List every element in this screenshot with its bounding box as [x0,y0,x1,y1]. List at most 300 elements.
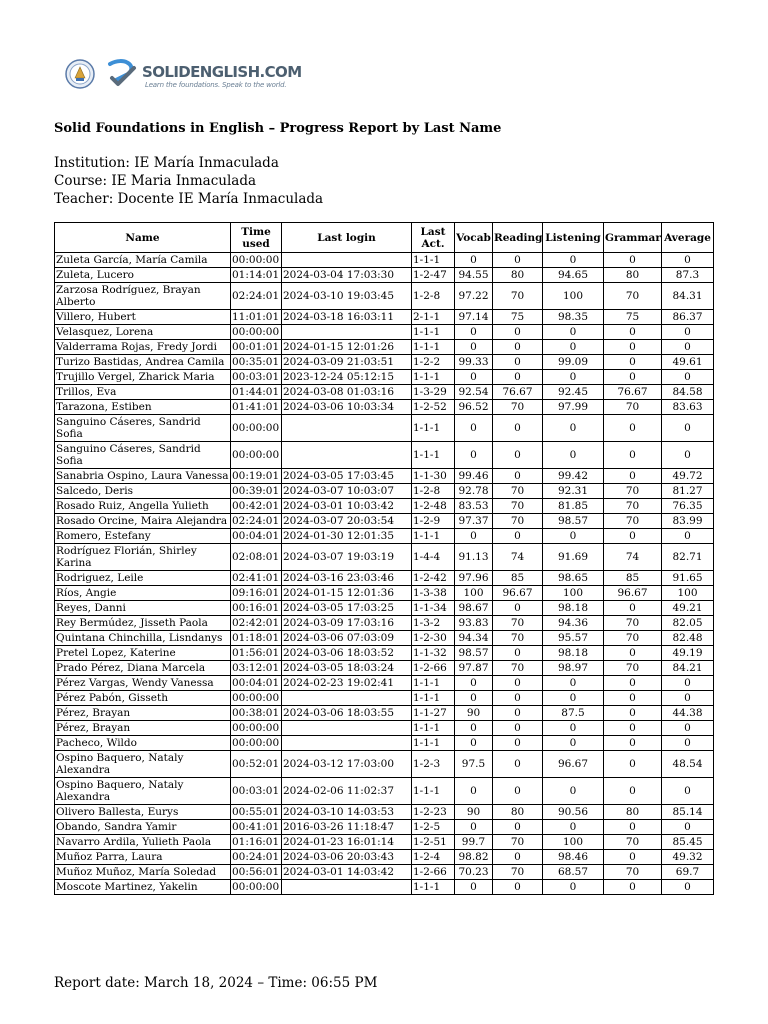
vocab-score-cell: 83.53 [455,499,493,514]
student-name-cell: Ospino Baquero, Nataly Alexandra [55,778,231,805]
average-score-cell: 0 [662,721,714,736]
listening-score-cell: 0 [543,736,604,751]
report-date: Report date: March 18, 2024 – Time: 06:55 PM [54,975,378,991]
student-name-cell: Rodríguez Florián, Shirley Karina [55,544,231,571]
listening-score-cell: 0 [543,880,604,895]
header-vocab: Vocab [455,223,493,253]
student-name-cell: Pacheco, Wildo [55,736,231,751]
vocab-score-cell: 0 [455,325,493,340]
last-login-cell: 2024-03-07 19:03:19 [282,544,412,571]
grammar-score-cell: 0 [604,736,662,751]
vocab-score-cell: 97.37 [455,514,493,529]
grammar-score-cell: 96.67 [604,586,662,601]
vocab-score-cell: 97.22 [455,283,493,310]
last-act-cell: 1-1-1 [412,721,455,736]
grammar-score-cell: 75 [604,310,662,325]
last-login-cell: 2024-03-05 17:03:25 [282,601,412,616]
table-row [55,778,714,805]
time-used-cell: 00:04:01 [231,676,282,691]
table-row [55,544,714,571]
last-act-cell: 1-3-38 [412,586,455,601]
time-used-cell: 00:52:01 [231,751,282,778]
last-act-cell: 1-3-2 [412,616,455,631]
time-used-cell: 01:56:01 [231,646,282,661]
reading-score-cell: 70 [493,631,543,646]
average-score-cell: 83.99 [662,514,714,529]
grammar-score-cell: 0 [604,721,662,736]
table-row [55,268,714,283]
average-score-cell: 0 [662,340,714,355]
vocab-score-cell: 70.23 [455,865,493,880]
time-used-cell: 02:08:01 [231,544,282,571]
vocab-score-cell: 0 [455,676,493,691]
reading-score-cell: 70 [493,499,543,514]
vocab-score-cell: 0 [455,253,493,268]
student-name-cell: Ospino Baquero, Nataly Alexandra [55,751,231,778]
table-row [55,880,714,895]
last-act-cell: 1-3-29 [412,385,455,400]
table-row [55,442,714,469]
vocab-score-cell: 94.55 [455,268,493,283]
average-score-cell: 0 [662,880,714,895]
average-score-cell: 48.54 [662,751,714,778]
last-login-cell: 2024-03-06 18:03:55 [282,706,412,721]
header-listening: Listening [543,223,604,253]
listening-score-cell: 0 [543,340,604,355]
time-used-cell: 00:00:00 [231,442,282,469]
grammar-score-cell: 0 [604,778,662,805]
average-score-cell: 83.63 [662,400,714,415]
last-act-cell: 1-1-1 [412,880,455,895]
time-used-cell: 00:03:01 [231,778,282,805]
average-score-cell: 82.48 [662,631,714,646]
time-used-cell: 01:16:01 [231,835,282,850]
reading-score-cell: 0 [493,880,543,895]
last-login-cell: 2024-02-06 11:02:37 [282,778,412,805]
student-name-cell: Muñoz Parra, Laura [55,850,231,865]
reading-score-cell: 70 [493,400,543,415]
grammar-score-cell: 0 [604,676,662,691]
average-score-cell: 100 [662,586,714,601]
average-score-cell: 0 [662,325,714,340]
table-row [55,499,714,514]
time-used-cell: 01:44:01 [231,385,282,400]
last-act-cell: 1-1-1 [412,325,455,340]
last-login-cell: 2024-01-15 12:01:26 [282,340,412,355]
institution-seal-icon [64,56,96,92]
reading-score-cell: 70 [493,835,543,850]
time-used-cell: 00:00:00 [231,325,282,340]
grammar-score-cell: 70 [604,661,662,676]
listening-score-cell: 92.45 [543,385,604,400]
average-score-cell: 0 [662,736,714,751]
last-act-cell: 1-1-1 [412,778,455,805]
average-score-cell: 0 [662,370,714,385]
last-login-cell: 2024-03-09 17:03:16 [282,616,412,631]
average-score-cell: 0 [662,529,714,544]
reading-score-cell: 96.67 [493,586,543,601]
header-reading: Reading [493,223,543,253]
average-score-cell: 84.21 [662,661,714,676]
last-login-cell: 2024-03-07 10:03:07 [282,484,412,499]
last-login-cell: 2024-03-12 17:03:00 [282,751,412,778]
listening-score-cell: 98.18 [543,646,604,661]
grammar-score-cell: 0 [604,253,662,268]
last-act-cell: 1-2-48 [412,499,455,514]
student-name-cell: Navarro Ardila, Yulieth Paola [55,835,231,850]
vocab-score-cell: 0 [455,820,493,835]
grammar-score-cell: 70 [604,631,662,646]
listening-score-cell: 98.97 [543,661,604,676]
listening-score-cell: 96.67 [543,751,604,778]
time-used-cell: 00:00:00 [231,736,282,751]
vocab-score-cell: 92.78 [455,484,493,499]
last-act-cell: 1-1-30 [412,469,455,484]
table-row [55,691,714,706]
vocab-score-cell: 94.34 [455,631,493,646]
time-used-cell: 00:24:01 [231,850,282,865]
student-name-cell: Pretel Lopez, Katerine [55,646,231,661]
report-meta [54,154,323,208]
table-row [55,631,714,646]
header-last-login: Last login [282,223,412,253]
listening-score-cell: 90.56 [543,805,604,820]
last-login-cell: 2016-03-26 11:18:47 [282,820,412,835]
reading-score-cell: 0 [493,601,543,616]
time-used-cell: 02:41:01 [231,571,282,586]
student-name-cell: Valderrama Rojas, Fredy Jordi [55,340,231,355]
time-used-cell: 09:16:01 [231,586,282,601]
student-name-cell: Salcedo, Deris [55,484,231,499]
average-score-cell: 0 [662,691,714,706]
student-name-cell: Turizo Bastidas, Andrea Camila [55,355,231,370]
average-score-cell: 0 [662,676,714,691]
time-used-cell: 03:12:01 [231,661,282,676]
last-act-cell: 1-4-4 [412,544,455,571]
reading-score-cell: 70 [493,283,543,310]
table-row [55,355,714,370]
reading-score-cell: 0 [493,691,543,706]
last-act-cell: 1-1-1 [412,253,455,268]
grammar-score-cell: 80 [604,805,662,820]
vocab-score-cell: 96.52 [455,400,493,415]
average-score-cell: 91.65 [662,571,714,586]
table-row [55,310,714,325]
student-name-cell: Olivero Ballesta, Eurys [55,805,231,820]
time-used-cell: 01:18:01 [231,631,282,646]
header-last-act: Last Act. [412,223,455,253]
reading-score-cell: 0 [493,415,543,442]
table-row [55,835,714,850]
last-login-cell: 2024-03-06 07:03:09 [282,631,412,646]
last-act-cell: 1-2-4 [412,850,455,865]
table-row [55,571,714,586]
time-used-cell: 02:42:01 [231,616,282,631]
average-score-cell: 81.27 [662,484,714,499]
logo-brand-name: SOLIDENGLISH.COM [142,63,302,81]
grammar-score-cell: 0 [604,646,662,661]
last-login-cell: 2024-01-30 12:01:35 [282,529,412,544]
vocab-score-cell: 97.96 [455,571,493,586]
reading-score-cell: 70 [493,514,543,529]
table-row [55,586,714,601]
time-used-cell: 00:00:00 [231,415,282,442]
student-name-cell: Reyes, Danni [55,601,231,616]
table-body [55,253,714,895]
teacher-line: Teacher: Docente IE María Inmaculada [54,191,324,207]
last-act-cell: 1-2-3 [412,751,455,778]
time-used-cell: 00:55:01 [231,805,282,820]
reading-score-cell: 75 [493,310,543,325]
vocab-score-cell: 92.54 [455,385,493,400]
table-row [55,601,714,616]
reading-score-cell: 0 [493,253,543,268]
listening-score-cell: 0 [543,253,604,268]
student-name-cell: Velasquez, Lorena [55,325,231,340]
last-act-cell: 1-2-52 [412,400,455,415]
table-row [55,325,714,340]
average-score-cell: 44.38 [662,706,714,721]
average-score-cell: 82.05 [662,616,714,631]
last-login-cell: 2023-12-24 05:12:15 [282,370,412,385]
time-used-cell: 00:04:01 [231,529,282,544]
grammar-score-cell: 74 [604,544,662,571]
student-name-cell: Villero, Hubert [55,310,231,325]
reading-score-cell: 0 [493,736,543,751]
vocab-score-cell: 97.87 [455,661,493,676]
table-row [55,751,714,778]
table-row [55,721,714,736]
reading-score-cell: 0 [493,355,543,370]
table-row [55,820,714,835]
last-login-cell [282,721,412,736]
grammar-score-cell: 0 [604,880,662,895]
vocab-score-cell: 0 [455,880,493,895]
last-act-cell: 1-1-1 [412,442,455,469]
listening-score-cell: 0 [543,691,604,706]
student-name-cell: Pérez, Brayan [55,721,231,736]
last-login-cell: 2024-03-16 23:03:46 [282,571,412,586]
vocab-score-cell: 99.33 [455,355,493,370]
listening-score-cell: 97.99 [543,400,604,415]
time-used-cell: 00:03:01 [231,370,282,385]
reading-score-cell: 0 [493,820,543,835]
listening-score-cell: 98.46 [543,850,604,865]
listening-score-cell: 81.85 [543,499,604,514]
student-name-cell: Sanguino Cáseres, Sandrid Sofia [55,415,231,442]
listening-score-cell: 91.69 [543,544,604,571]
average-score-cell: 49.32 [662,850,714,865]
solidenglish-mark-icon [104,58,140,90]
student-name-cell: Zarzosa Rodríguez, Brayan Alberto [55,283,231,310]
table-row [55,370,714,385]
student-name-cell: Tarazona, Estiben [55,400,231,415]
last-act-cell: 1-2-51 [412,835,455,850]
table-row [55,415,714,442]
last-act-cell: 1-2-5 [412,820,455,835]
vocab-score-cell: 90 [455,805,493,820]
average-score-cell: 86.37 [662,310,714,325]
last-act-cell: 1-1-27 [412,706,455,721]
table-row [55,400,714,415]
last-act-cell: 1-2-47 [412,268,455,283]
student-name-cell: Rey Bermúdez, Jisseth Paola [55,616,231,631]
reading-score-cell: 0 [493,646,543,661]
student-name-cell: Rosado Orcine, Maira Alejandra [55,514,231,529]
reading-score-cell: 80 [493,805,543,820]
solidenglish-logo [64,56,304,96]
table-row [55,484,714,499]
grammar-score-cell: 76.67 [604,385,662,400]
student-name-cell: Pérez Pabón, Gisseth [55,691,231,706]
last-act-cell: 1-1-1 [412,529,455,544]
grammar-score-cell: 0 [604,529,662,544]
last-login-cell: 2024-01-23 16:01:14 [282,835,412,850]
average-score-cell: 82.71 [662,544,714,571]
student-name-cell: Quintana Chinchilla, Lisndanys [55,631,231,646]
student-name-cell: Zuleta, Lucero [55,268,231,283]
student-name-cell: Trillos, Eva [55,385,231,400]
reading-score-cell: 0 [493,706,543,721]
average-score-cell: 0 [662,415,714,442]
time-used-cell: 01:41:01 [231,400,282,415]
student-name-cell: Sanguino Cáseres, Sandrid Sofia [55,442,231,469]
last-act-cell: 1-2-8 [412,484,455,499]
vocab-score-cell: 97.14 [455,310,493,325]
time-used-cell: 00:42:01 [231,499,282,514]
logo-tagline: Learn the foundations. Speak to the world. [145,81,287,89]
reading-score-cell: 70 [493,865,543,880]
grammar-score-cell: 70 [604,835,662,850]
grammar-score-cell: 0 [604,415,662,442]
time-used-cell: 00:16:01 [231,601,282,616]
last-login-cell [282,253,412,268]
listening-score-cell: 99.42 [543,469,604,484]
grammar-score-cell: 0 [604,469,662,484]
reading-score-cell: 0 [493,850,543,865]
reading-score-cell: 0 [493,778,543,805]
listening-score-cell: 0 [543,721,604,736]
vocab-score-cell: 91.13 [455,544,493,571]
vocab-score-cell: 90 [455,706,493,721]
last-login-cell [282,415,412,442]
time-used-cell: 11:01:01 [231,310,282,325]
last-login-cell: 2024-03-06 10:03:34 [282,400,412,415]
header-time-used: Time used [231,223,282,253]
table-row [55,385,714,400]
time-used-cell: 02:24:01 [231,283,282,310]
last-act-cell: 1-1-1 [412,370,455,385]
listening-score-cell: 68.57 [543,865,604,880]
student-name-cell: Pérez Vargas, Wendy Vanessa [55,676,231,691]
time-used-cell: 00:01:01 [231,340,282,355]
last-login-cell: 2024-02-23 19:02:41 [282,676,412,691]
listening-score-cell: 95.57 [543,631,604,646]
student-name-cell: Ríos, Angie [55,586,231,601]
time-used-cell: 00:39:01 [231,484,282,499]
grammar-score-cell: 70 [604,514,662,529]
last-login-cell: 2024-03-09 21:03:51 [282,355,412,370]
average-score-cell: 49.21 [662,601,714,616]
listening-score-cell: 98.57 [543,514,604,529]
reading-score-cell: 0 [493,751,543,778]
last-act-cell: 1-1-32 [412,646,455,661]
listening-score-cell: 92.31 [543,484,604,499]
last-act-cell: 1-2-23 [412,805,455,820]
last-login-cell [282,442,412,469]
last-login-cell: 2024-03-01 10:03:42 [282,499,412,514]
header-average: Average [662,223,714,253]
table-row [55,253,714,268]
vocab-score-cell: 100 [455,586,493,601]
table-row [55,706,714,721]
grammar-score-cell: 0 [604,442,662,469]
last-act-cell: 1-2-2 [412,355,455,370]
progress-table [54,222,714,895]
grammar-score-cell: 70 [604,283,662,310]
grammar-score-cell: 0 [604,706,662,721]
reading-score-cell: 76.67 [493,385,543,400]
grammar-score-cell: 0 [604,601,662,616]
grammar-score-cell: 0 [604,340,662,355]
reading-score-cell: 0 [493,721,543,736]
student-name-cell: Muñoz Muñoz, María Soledad [55,865,231,880]
grammar-score-cell: 0 [604,370,662,385]
vocab-score-cell: 98.67 [455,601,493,616]
vocab-score-cell: 99.7 [455,835,493,850]
student-name-cell: Rodriguez, Leile [55,571,231,586]
average-score-cell: 0 [662,442,714,469]
average-score-cell: 87.3 [662,268,714,283]
reading-score-cell: 0 [493,676,543,691]
average-score-cell: 0 [662,253,714,268]
last-login-cell: 2024-03-18 16:03:11 [282,310,412,325]
student-name-cell: Moscote Martinez, Yakelin [55,880,231,895]
average-score-cell: 84.31 [662,283,714,310]
time-used-cell: 00:00:00 [231,721,282,736]
time-used-cell: 00:41:01 [231,820,282,835]
reading-score-cell: 0 [493,370,543,385]
listening-score-cell: 100 [543,835,604,850]
student-name-cell: Sanabria Ospino, Laura Vanessa [56,470,229,482]
listening-score-cell: 98.35 [543,310,604,325]
last-act-cell: 1-2-66 [412,865,455,880]
time-used-cell: 00:35:01 [231,355,282,370]
vocab-score-cell: 97.5 [455,751,493,778]
vocab-score-cell: 98.82 [455,850,493,865]
vocab-score-cell: 0 [455,721,493,736]
vocab-score-cell: 0 [455,370,493,385]
last-act-cell: 1-1-1 [412,736,455,751]
listening-score-cell: 0 [543,325,604,340]
average-score-cell: 76.35 [662,499,714,514]
last-act-cell: 1-2-9 [412,514,455,529]
vocab-score-cell: 98.57 [455,646,493,661]
table-row [55,514,714,529]
vocab-score-cell: 0 [455,340,493,355]
listening-score-cell: 100 [543,586,604,601]
last-act-cell: 1-1-1 [412,340,455,355]
last-act-cell: 1-2-66 [412,661,455,676]
last-login-cell: 2024-03-08 01:03:16 [282,385,412,400]
listening-score-cell: 0 [543,820,604,835]
listening-score-cell: 94.36 [543,616,604,631]
table-row [55,529,714,544]
last-login-cell: 2024-03-05 17:03:45 [282,469,412,484]
reading-score-cell: 0 [493,325,543,340]
grammar-score-cell: 80 [604,268,662,283]
vocab-score-cell: 0 [455,736,493,751]
